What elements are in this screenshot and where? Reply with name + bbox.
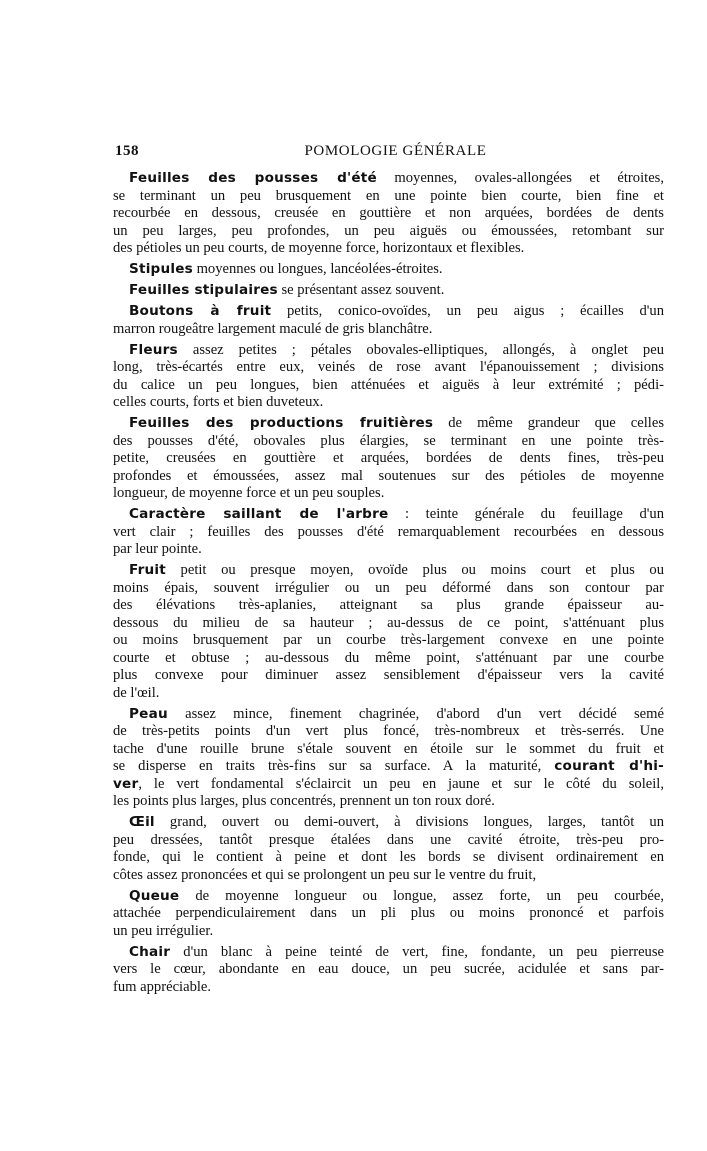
body-text: petit ou presque moyen, ovoïde plus ou moins court et plus ou [165, 562, 664, 578]
paragraph-caractere-saillant [113, 506, 664, 559]
keyword-term: Stipules [129, 261, 193, 277]
running-title: POMOLOGIE GÉNÉRALE [304, 143, 487, 159]
text-line [113, 170, 664, 188]
body-text: grand, ouvert ou demi-ouvert, à divisions longues, larges, tantôt un [154, 814, 664, 830]
text-line [113, 415, 664, 433]
body-text: , le vert fondamental s'éclaircit un peu en jaune et sur le côté du soleil, [138, 775, 664, 792]
body-text: marron rougeâtre largement maculé de gris blanchâtre. [113, 320, 433, 337]
paragraph-fruit [113, 562, 664, 702]
body-text: fum appréciable. [113, 978, 212, 995]
keyword-term: Feuilles des pousses d'été [129, 170, 377, 186]
page-number: 158 [115, 143, 139, 159]
text-line [113, 961, 664, 979]
body-text: de moyenne longueur ou longue, assez forte, un peu courbée, [179, 887, 664, 904]
text-line [113, 468, 664, 486]
body-text: se disperse en traits très-fins sur sa surface. A la maturité, [113, 758, 555, 774]
paragraph-feuilles-stipulaires [113, 282, 664, 300]
text-line [113, 342, 664, 360]
body-text: long, très-écartés entre eux, veinés de rose avant l'épanouissement ; divisions [113, 359, 664, 375]
body-text: assez petites ; pétales obovales-elliptiques, allongés, à onglet peu [177, 341, 664, 358]
text-line [113, 849, 664, 867]
text-line [113, 433, 664, 451]
keyword-term: Feuilles des productions fruitières [129, 415, 434, 431]
body-text: peu dressées, tantôt presque étalées dans une cavité étroite, très-peu pro- [113, 831, 664, 848]
text-line [113, 223, 664, 241]
keyword-term: Peau [129, 705, 168, 722]
keyword-term: Feuilles stipulaires [129, 282, 278, 298]
paragraph-fleurs [113, 342, 664, 412]
body-text: vert clair ; feuilles des pousses d'été remarquablement recourbées en dessous [113, 523, 664, 540]
text-line [113, 758, 664, 776]
paragraph-queue [113, 888, 664, 941]
body-text: attachée perpendiculairement dans un pli plus ou moins prononcé et parfois [113, 905, 664, 921]
text-line [113, 867, 664, 885]
paragraph-feuilles-pousses-ete [113, 170, 664, 258]
body-text: fonde, qui le contient à peine et dont les bords se divisent ordinairement en [113, 849, 664, 865]
body-text: se présentant assez souvent. [277, 282, 445, 298]
keyword-term: Œil [129, 814, 155, 830]
paragraph-stipules [113, 261, 664, 279]
text-line [113, 359, 664, 377]
body-text: les points plus larges, plus concentrés, prennent un ton roux doré. [113, 793, 495, 809]
keyword-term: Boutons à fruit [129, 303, 272, 319]
body-text: petits, conico-ovoïdes, un peu aigus ; écailles d'un [271, 303, 664, 319]
text-line [113, 741, 664, 759]
body-text: profondes et émoussées, assez mal soutenues sur des pétioles de moyenne [113, 467, 664, 484]
keyword-term: Fleurs [129, 341, 178, 358]
body-text: petite, creusées en gouttière et arquées, bordées de dents fines, très-peu [113, 450, 664, 466]
text-line [113, 685, 664, 703]
body-text: du calice un peu longues, bien atténuées et aiguës à leur extrémité ; pédi- [113, 376, 664, 393]
body-text: de très-petits points d'un vert plus foncé, très-nombreux et très-serrés. Une [113, 723, 664, 739]
keyword-term: Fruit [129, 562, 166, 578]
text-line [113, 377, 664, 395]
keyword-term: Chair [129, 943, 171, 960]
body-text: ou moins brusquement par un courbe très-largement convexe en une pointe [113, 632, 664, 648]
paragraph-boutons-a-fruit [113, 303, 664, 338]
text-line [113, 580, 664, 598]
body-text: celles courts, forts et bien duveteux. [113, 394, 324, 410]
body-text: se terminant un peu brusquement en une pointe bien courte, bien fine et [113, 187, 664, 204]
body-text: d'un blanc à peine teinté de vert, fine, fondante, un peu pierreuse [170, 943, 664, 960]
text-line [113, 506, 664, 524]
text-line [113, 832, 664, 850]
body-text: vers le cœur, abondante en eau douce, un peu sucrée, acidulée et sans par- [113, 961, 664, 977]
body-text: assez mince, finement chagrinée, d'abord d'un vert décidé semé [167, 705, 664, 722]
body-text: un peu larges, peu profondes, un peu aiguës ou émoussées, retombant sur [113, 222, 664, 239]
body-text: de même grandeur que celles [433, 415, 665, 431]
text-line [113, 615, 664, 633]
body-text: recourbée en dessous, creusée en gouttière et non arquées, bordées de dents [113, 205, 664, 221]
page-header [113, 143, 665, 163]
text-line [113, 261, 664, 279]
body-text: moins épais, souvent irrégulier ou un peu déformé dans son contour par [113, 579, 664, 596]
text-line [113, 188, 664, 206]
body-text: tache d'une rouille brune s'étale souvent en étoile sur le sommet du fruit et [113, 740, 664, 757]
text-line [113, 667, 664, 685]
text-line [113, 793, 664, 811]
page-body [113, 170, 664, 1000]
body-text: plus convexe pour diminuer assez sensiblement d'épaisseur vers la cavité [113, 667, 664, 683]
text-line [113, 485, 664, 503]
text-line [113, 632, 664, 650]
text-line [113, 888, 664, 906]
text-line [113, 205, 664, 223]
text-line [113, 394, 664, 412]
text-line [113, 723, 664, 741]
text-line [113, 923, 664, 941]
body-text: : teinte générale du feuillage d'un [388, 506, 664, 522]
body-text: moyennes ou longues, lancéolées-étroites. [192, 261, 443, 277]
text-line [113, 944, 664, 962]
text-line [113, 303, 664, 321]
text-line [113, 321, 664, 339]
body-text: de l'œil. [113, 684, 160, 701]
text-line [113, 240, 664, 258]
keyword-term: Caractère saillant de l'arbre [129, 506, 389, 522]
keyword-term: courant d'hi- [554, 758, 664, 774]
text-line [113, 905, 664, 923]
body-text: par leur pointe. [113, 541, 202, 557]
keyword-term: Queue [129, 887, 180, 904]
body-text: longueur, de moyenne force et un peu souples. [113, 485, 385, 501]
text-line [113, 776, 664, 794]
text-line [113, 524, 664, 542]
body-text: moyennes, ovales-allongées et étroites, [376, 170, 664, 186]
text-line [113, 282, 664, 300]
body-text: des pousses d'été, obovales plus élargies, se terminant en une pointe très- [113, 432, 664, 449]
body-text: côtes assez prononcées et qui se prolongent un peu sur le ventre du fruit, [113, 866, 537, 883]
text-line [113, 814, 664, 832]
paragraph-chair [113, 944, 664, 997]
body-text: courte et obtuse ; au-dessous du même point, s'atténuant par une courbe [113, 649, 664, 666]
body-text: dessous du milieu de sa hauteur ; au-dessus de ce point, s'atténuant plus [113, 614, 664, 631]
paragraph-peau [113, 706, 664, 811]
keyword-term: ver [113, 775, 139, 792]
text-line [113, 541, 664, 559]
paragraph-oeil [113, 814, 664, 884]
body-text: un peu irrégulier. [113, 922, 214, 939]
paragraph-feuilles-productions-fruitieres [113, 415, 664, 503]
text-line [113, 562, 664, 580]
body-text: des pétioles un peu courts, de moyenne force, horizontaux et flexibles. [113, 240, 525, 256]
text-line [113, 650, 664, 668]
text-line [113, 450, 664, 468]
text-line [113, 597, 664, 615]
text-line [113, 979, 664, 997]
body-text: des élévations très-aplanies, atteignant sa plus grande épaisseur au- [113, 597, 664, 613]
text-line [113, 706, 664, 724]
